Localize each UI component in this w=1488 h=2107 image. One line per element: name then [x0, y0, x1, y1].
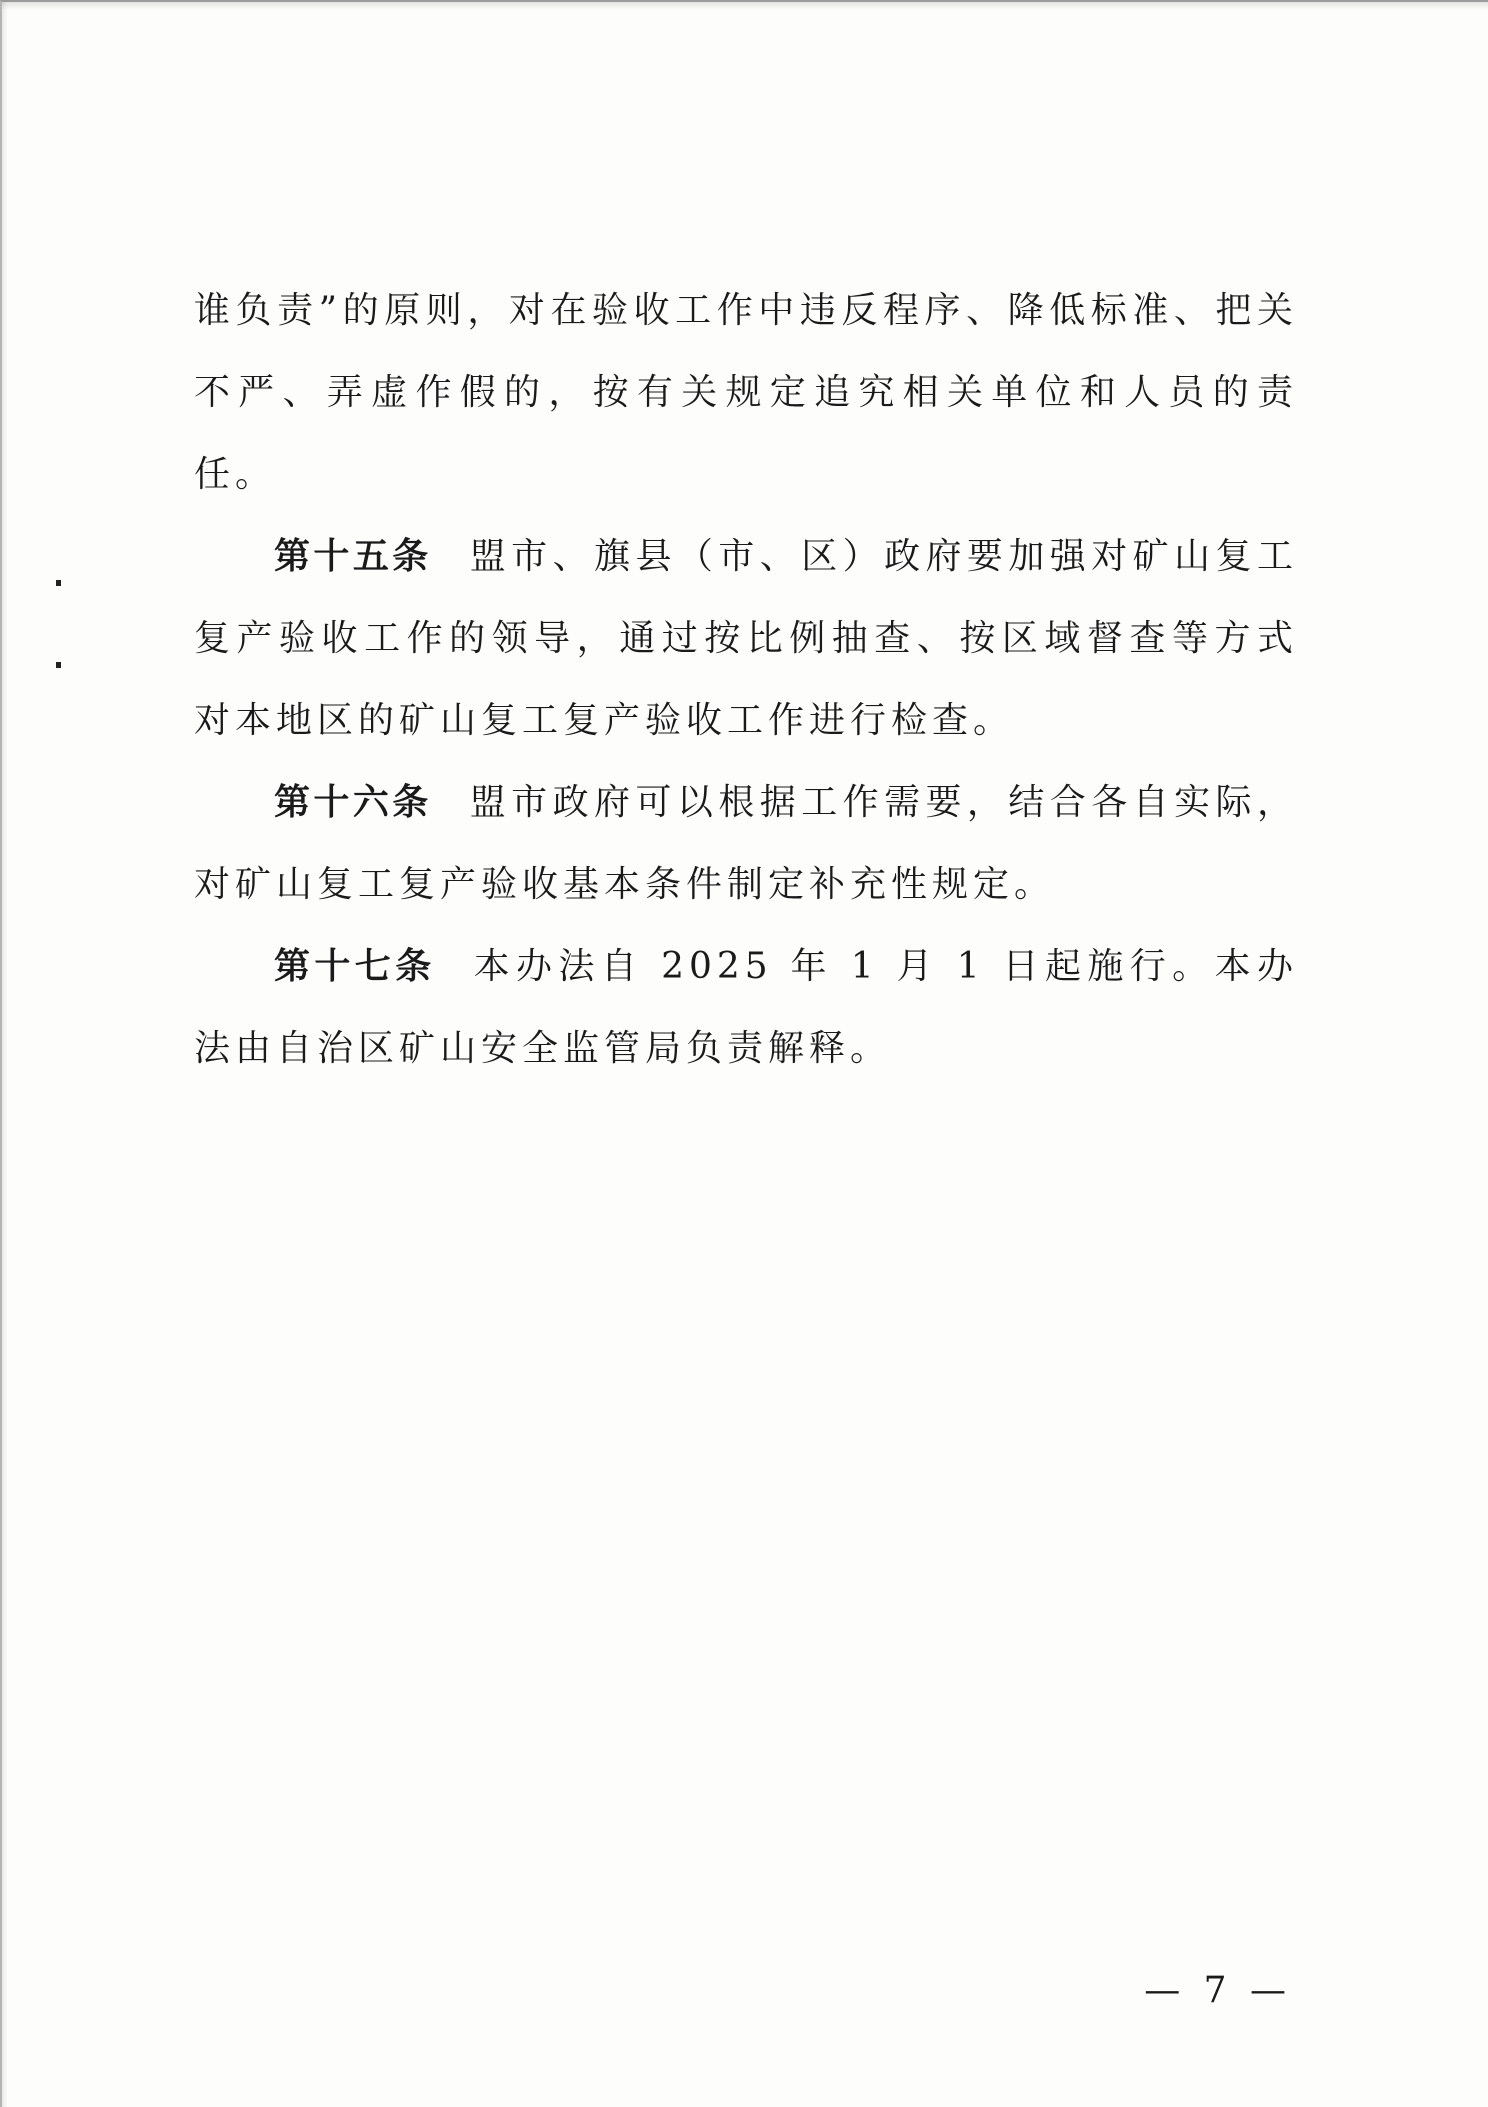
margin-dot-mark [56, 662, 61, 668]
paragraph-continuation [194, 270, 1298, 516]
paragraph-text: 盟市、旗县（市、区）政府要加强对矿山复工复产验收工作的领导，通过按比例抽查、按区域督查等方式对本地区的矿山复工复产验收工作进行检查。 [194, 536, 1298, 741]
scan-shadow-left [2, 2, 8, 2107]
article-number: 第十六条 [274, 782, 432, 823]
article-number: 第十五条 [274, 536, 432, 577]
paragraph-text: 盟市政府可以根据工作需要，结合各自实际，对矿山复工复产验收基本条件制定补充性规定。 [194, 782, 1298, 905]
paragraph-article-17 [194, 926, 1298, 1090]
paragraph-text: 谁负责”的原则，对在验收工作中违反程序、降低标准、把关不严、弄虚作假的，按有关规定追究相关单位和人员的责任。 [194, 290, 1298, 495]
page-number: — 7 — [1144, 1970, 1292, 2011]
paragraph-article-15 [194, 516, 1298, 762]
scan-shadow-top [2, 2, 1488, 10]
article-number: 第十七条 [274, 946, 436, 987]
margin-dot-mark [56, 580, 61, 586]
paragraph-text: 本办法自 2025 年 1 月 1 日起施行。本办法由自治区矿山安全监管局负责解释。 [194, 946, 1298, 1069]
paragraph-article-16 [194, 762, 1298, 926]
document-body [194, 270, 1298, 1090]
